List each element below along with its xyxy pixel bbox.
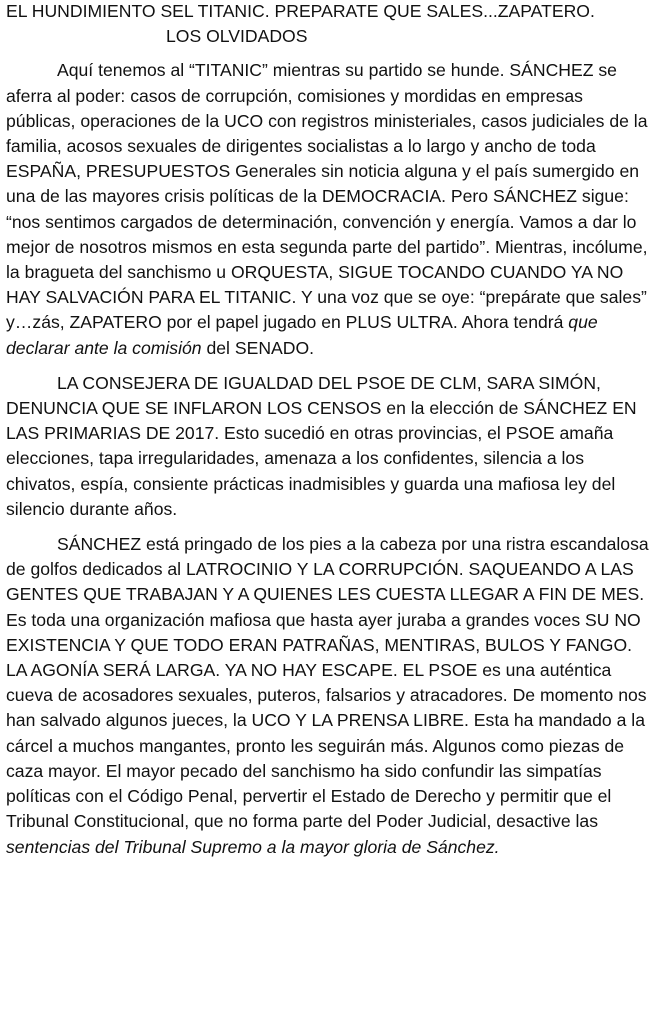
paragraph-1-italic: que declarar ante la comisión	[6, 312, 598, 358]
paragraph-3-text: SÁNCHEZ está pringado de los pies a la cabeza por una ristra escandalosa de golfos dedicados al LATROCINIO Y LA CORRUPCIÓN. SAQUEANDO A LAS GENTES QUE TRABAJAN Y A QUIENES LES CUESTA LLEGAR A FIN DE MES. Es toda una organización mafiosa que hasta ayer juraba a grandes voces SU NO EXISTENCIA Y QUE TODO ERAN PATRAÑAS, MENTIRAS, BULOS Y FANGO. LA AGONÍA SERÁ LARGA. YA NO HAY ESCAPE. EL PSOE es una auténtica cueva de acosadores sexuales, puteros, falsarios y atracadores. De momento nos han salvado algunos jueces, la UCO Y LA PRENSA LIBRE. Esta ha mandado a la cárcel a muchos mangantes, pronto les seguirán más. Algunos como piezas de caza mayor. El mayor pecado del sanchismo ha sido confundir las simpatías políticas con el Código Penal, pervertir el Estado de Derecho y permitir que el Tribunal Constitucional, que no forma parte del Poder Judicial, desactive las	[6, 534, 649, 832]
paragraph-3-italic: sentencias del Tribunal Supremo a la mayor gloria de Sánchez.	[6, 836, 500, 857]
document-subtitle: LOS OLVIDADOS	[166, 26, 308, 47]
paragraph-1-end: del SENADO.	[201, 337, 315, 358]
paragraph-3	[6, 532, 650, 860]
paragraph-2: LA CONSEJERA DE IGUALDAD DEL PSOE DE CLM, SARA SIMÓN, DENUNCIA QUE SE INFLARON LOS CENSOS en la elección de SÁNCHEZ EN LAS PRIMARIAS DE 2017. Esto sucedió en otras provincias, el PSOE amaña elecciones, tapa irregularidades, amenaza a los confidentes, silencia a los chivatos, espía, consiente prácticas inadmisibles y guarda una mafiosa ley del silencio durante años.	[6, 372, 637, 519]
paragraph-1-text: Aquí tenemos al “TITANIC” mientras su partido se hunde. SÁNCHEZ se aferra al poder: casos de corrupción, comisiones y mordidas en empresas públicas, operaciones de la UCO con registros ministeriales, casos judiciales de la familia, acosos sexuales de dirigentes socialistas a lo largo y ancho de toda ESPAÑA, PRESUPUESTOS Generales sin noticia alguna y el país sumergido en una de las mayores crisis políticas de la DEMOCRACIA. Pero SÁNCHEZ sigue: “nos sentimos cargados de determinación, convención y energía. Vamos a dar lo mejor de nosotros mismos en esta segunda parte del partido”. Mientras, incólume, la bragueta del sanchismo u ORQUESTA, SIGUE TOCANDO CUANDO YA NO HAY SALVACIÓN PARA EL TITANIC. Y una voz que se oye: “prepárate que sales” y…zás, ZAPATERO por el papel jugado en PLUS ULTRA. Ahora tendrá	[6, 60, 648, 333]
paragraph-1	[6, 58, 650, 360]
document-title: EL HUNDIMIENTO SEL TITANIC. PREPARATE QUE SALES...ZAPATERO.	[6, 1, 595, 21]
